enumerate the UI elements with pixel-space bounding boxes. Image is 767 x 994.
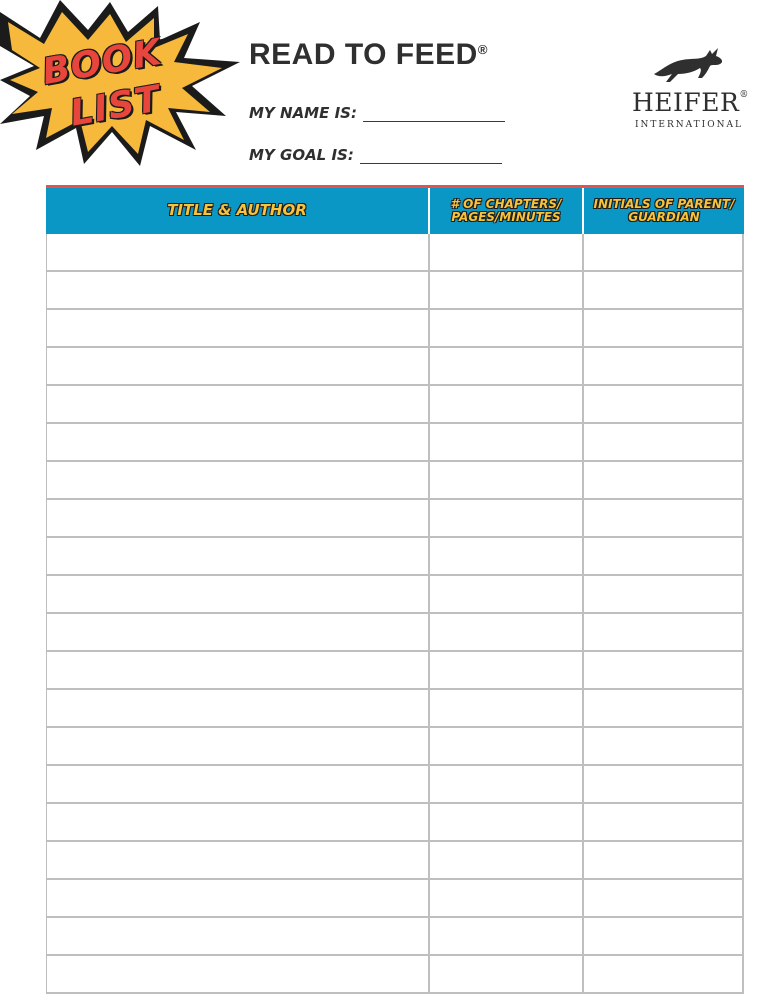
cell-title-author[interactable] xyxy=(47,386,430,422)
table-row xyxy=(47,614,744,652)
column-header-label-line-2: GUARDIAN xyxy=(628,210,700,224)
cell-initials[interactable] xyxy=(584,842,744,878)
reading-log-table xyxy=(46,185,744,978)
cell-chapters-pages-minutes[interactable] xyxy=(430,804,584,840)
column-header-initials xyxy=(584,188,744,234)
table-row xyxy=(47,348,744,386)
column-header-label-line-1: # OF CHAPTERS/ xyxy=(450,197,562,212)
table-row xyxy=(47,690,744,728)
badge-line-1: BOOK xyxy=(39,31,166,94)
column-header-label-line-2: PAGES/MINUTES xyxy=(451,210,561,224)
cell-chapters-pages-minutes[interactable] xyxy=(430,728,584,764)
cell-title-author[interactable] xyxy=(47,538,430,574)
table-row xyxy=(47,918,744,956)
cell-chapters-pages-minutes[interactable] xyxy=(430,652,584,688)
cell-chapters-pages-minutes[interactable] xyxy=(430,614,584,650)
table-body xyxy=(46,234,744,994)
cell-title-author[interactable] xyxy=(47,614,430,650)
cell-initials[interactable] xyxy=(584,918,744,954)
logo-subtitle: INTERNATIONAL xyxy=(635,120,743,130)
cell-initials[interactable] xyxy=(584,234,744,270)
cell-title-author[interactable] xyxy=(47,348,430,384)
cell-title-author[interactable] xyxy=(47,956,430,992)
table-header xyxy=(46,188,744,234)
cell-initials[interactable] xyxy=(584,424,744,460)
cell-chapters-pages-minutes[interactable] xyxy=(430,918,584,954)
cell-chapters-pages-minutes[interactable] xyxy=(430,348,584,384)
cell-title-author[interactable] xyxy=(47,462,430,498)
cell-title-author[interactable] xyxy=(47,728,430,764)
table-row xyxy=(47,272,744,310)
cell-title-author[interactable] xyxy=(47,310,430,346)
page-title xyxy=(249,38,488,72)
logo-word-text: HEIFER xyxy=(632,88,740,117)
cell-chapters-pages-minutes[interactable] xyxy=(430,386,584,422)
table-row xyxy=(47,880,744,918)
cell-title-author[interactable] xyxy=(47,804,430,840)
cell-title-author[interactable] xyxy=(47,652,430,688)
cell-chapters-pages-minutes[interactable] xyxy=(430,500,584,536)
cell-initials[interactable] xyxy=(584,500,744,536)
cell-initials[interactable] xyxy=(584,538,744,574)
cell-chapters-pages-minutes[interactable] xyxy=(430,880,584,916)
table-row xyxy=(47,956,744,994)
table-row xyxy=(47,462,744,500)
page-title-text: READ TO FEED xyxy=(249,38,478,71)
heifer-logo xyxy=(630,44,748,134)
name-label: MY NAME IS: xyxy=(249,104,357,122)
cell-initials[interactable] xyxy=(584,386,744,422)
cell-title-author[interactable] xyxy=(47,272,430,308)
table-row xyxy=(47,576,744,614)
cell-initials[interactable] xyxy=(584,690,744,726)
cell-initials[interactable] xyxy=(584,880,744,916)
cell-chapters-pages-minutes[interactable] xyxy=(430,424,584,460)
cell-title-author[interactable] xyxy=(47,918,430,954)
logo-registered-mark: ® xyxy=(739,90,749,100)
cell-chapters-pages-minutes[interactable] xyxy=(430,956,584,992)
cell-title-author[interactable] xyxy=(47,880,430,916)
cell-title-author[interactable] xyxy=(47,500,430,536)
logo-wordmark xyxy=(632,88,749,117)
badge-line-2: LIST xyxy=(67,78,164,135)
cell-initials[interactable] xyxy=(584,652,744,688)
cell-title-author[interactable] xyxy=(47,842,430,878)
cell-chapters-pages-minutes[interactable] xyxy=(430,462,584,498)
column-header-title-author xyxy=(46,188,430,234)
cell-initials[interactable] xyxy=(584,272,744,308)
table-row xyxy=(47,500,744,538)
table-row xyxy=(47,538,744,576)
column-header-label-line-1: INITIALS OF PARENT/ xyxy=(593,197,735,212)
cell-initials[interactable] xyxy=(584,728,744,764)
goal-field[interactable] xyxy=(360,149,502,164)
table-row xyxy=(47,386,744,424)
table-row xyxy=(47,766,744,804)
column-header-chapters-pages-minutes xyxy=(430,188,584,234)
cell-chapters-pages-minutes[interactable] xyxy=(430,538,584,574)
cell-chapters-pages-minutes[interactable] xyxy=(430,310,584,346)
cell-chapters-pages-minutes[interactable] xyxy=(430,272,584,308)
cell-initials[interactable] xyxy=(584,766,744,802)
cell-initials[interactable] xyxy=(584,348,744,384)
cell-chapters-pages-minutes[interactable] xyxy=(430,576,584,612)
cell-initials[interactable] xyxy=(584,576,744,612)
cell-title-author[interactable] xyxy=(47,424,430,460)
cell-chapters-pages-minutes[interactable] xyxy=(430,842,584,878)
cell-title-author[interactable] xyxy=(47,576,430,612)
cell-initials[interactable] xyxy=(584,614,744,650)
name-field[interactable] xyxy=(363,107,505,122)
cell-chapters-pages-minutes[interactable] xyxy=(430,234,584,270)
goal-label: MY GOAL IS: xyxy=(249,146,354,164)
cell-initials[interactable] xyxy=(584,956,744,992)
table-row xyxy=(47,234,744,272)
name-field-row xyxy=(249,104,505,122)
cell-initials[interactable] xyxy=(584,310,744,346)
table-row xyxy=(47,728,744,766)
cell-initials[interactable] xyxy=(584,804,744,840)
cell-chapters-pages-minutes[interactable] xyxy=(430,766,584,802)
table-row xyxy=(47,424,744,462)
table-row xyxy=(47,310,744,348)
book-list-badge xyxy=(0,0,245,170)
cell-title-author[interactable] xyxy=(47,690,430,726)
cell-initials[interactable] xyxy=(584,462,744,498)
table-row xyxy=(47,842,744,880)
table-row xyxy=(47,652,744,690)
registered-mark: ® xyxy=(477,42,488,57)
goal-field-row xyxy=(249,146,502,164)
leaping-cow-icon xyxy=(652,44,728,84)
table-row xyxy=(47,804,744,842)
cell-chapters-pages-minutes[interactable] xyxy=(430,690,584,726)
cell-title-author[interactable] xyxy=(47,766,430,802)
cell-title-author[interactable] xyxy=(47,234,430,270)
column-header-label: TITLE & AUTHOR xyxy=(167,201,307,220)
